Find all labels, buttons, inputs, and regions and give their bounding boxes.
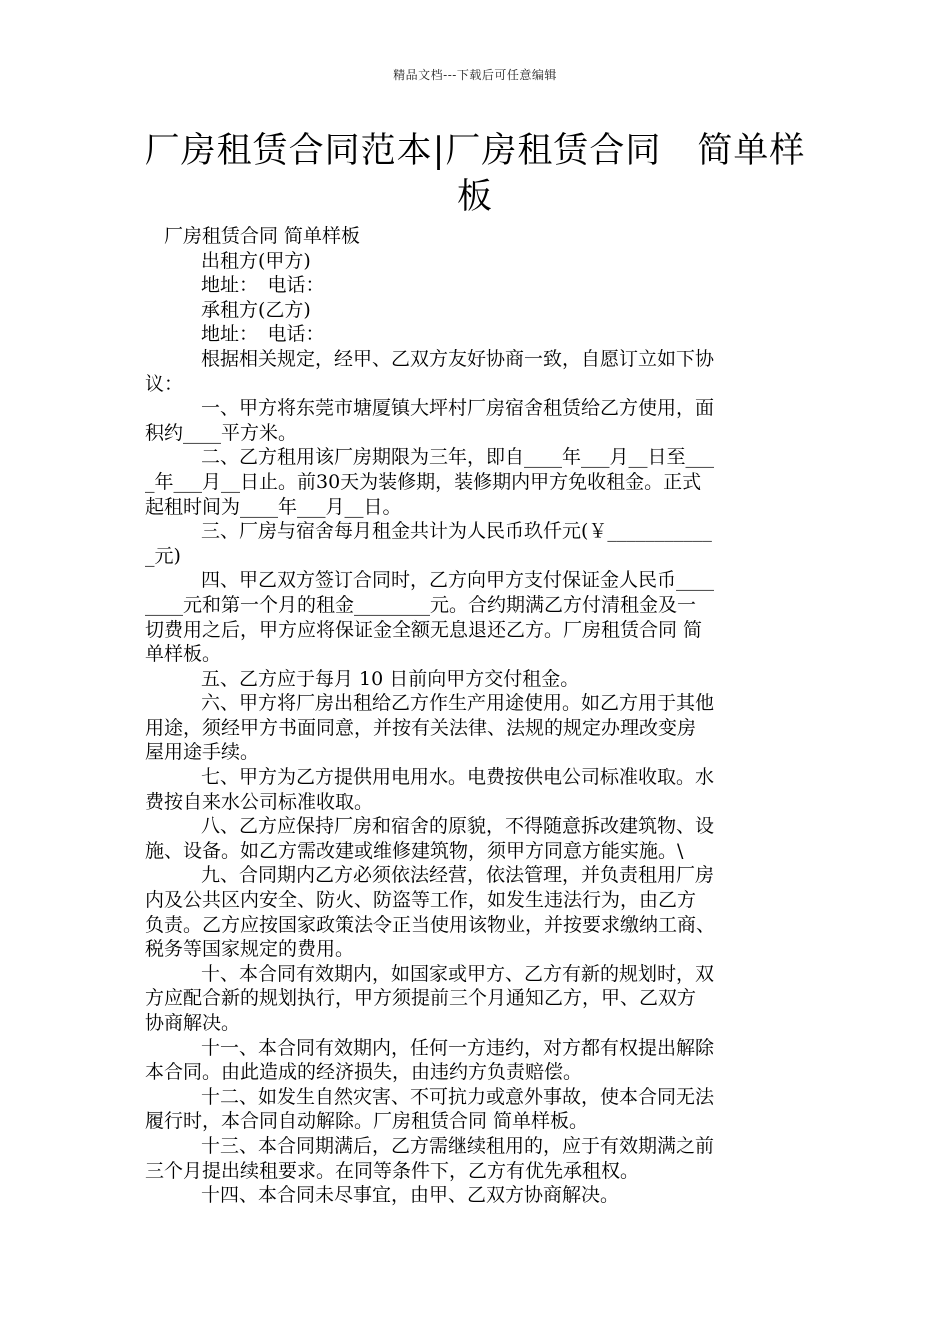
contract-clause <box>145 568 810 666</box>
clause-line: 根据相关规定，经甲、乙双方友好协商一致，自愿订立如下协 <box>201 347 715 370</box>
clause-line: 四、甲乙双方签订合同时，乙方向甲方支付保证金人民币____ <box>201 569 715 592</box>
contract-subtitle: 厂房租赁合同 简单样板 <box>164 225 361 247</box>
clause-line: _年___月__日止。前30天为装修期，装修期内甲方免收租金。正式 <box>145 470 702 493</box>
clause-line: 三个月提出续租要求。在同等条件下，乙方有优先承租权。 <box>145 1159 640 1182</box>
clause-line: 二、乙方租用该厂房期限为三年，即自____年___月__日至___ <box>201 446 715 469</box>
contract-clause <box>145 814 810 863</box>
contract-clause <box>145 1036 810 1085</box>
clause-line: 一、甲方将东莞市塘厦镇大坪村厂房宿舍租赁给乙方使用，面 <box>201 397 715 420</box>
title-line-2: 板 <box>456 177 493 217</box>
clause-line: 履行时，本合同自动解除。厂房租赁合同 简单样板。 <box>145 1110 589 1133</box>
clause-line: 负责。乙方应按国家政策法令正当使用该物业，并按要求缴纳工商、 <box>145 913 716 936</box>
contract-clause <box>145 1134 810 1183</box>
contract-clause <box>145 667 810 692</box>
lessee-label: 承租方(乙方) <box>201 298 311 321</box>
clause-line: 九、合同期内乙方必须依法经营，依法管理，并负责租用厂房 <box>201 864 715 887</box>
lessor-label: 出租方(甲方) <box>201 249 311 272</box>
clause-line: 单样板。 <box>145 643 222 666</box>
title-line-1: 厂房租赁合同范本|厂房租赁合同 简单样 <box>144 131 806 171</box>
contract-body <box>145 224 810 1208</box>
contract-clause <box>145 962 810 1036</box>
contract-clause <box>145 1183 810 1208</box>
lessee-contact: 地址： 电话： <box>201 323 325 346</box>
clause-line: 税务等国家规定的费用。 <box>145 938 355 961</box>
lessor-contact: 地址： 电话： <box>201 274 325 297</box>
clause-line: 十四、本合同未尽事宜，由甲、乙双方协商解决。 <box>201 1184 620 1207</box>
clause-line: 切费用之后，甲方应将保证金全额无息退还乙方。厂房租赁合同 简 <box>145 618 703 641</box>
contract-clause <box>145 519 810 568</box>
clause-line: 十三、本合同期满后，乙方需继续租用的，应于有效期满之前 <box>201 1134 715 1157</box>
clause-list <box>145 347 810 1208</box>
clause-line: 六、甲方将厂房出租给乙方作生产用途使用。如乙方用于其他 <box>201 692 715 715</box>
contract-clause <box>145 691 810 765</box>
contract-clause <box>145 765 810 814</box>
contract-clause <box>145 863 810 961</box>
clause-line: 本合同。由此造成的经济损失，由违约方负责赔偿。 <box>145 1061 583 1084</box>
clause-line: 方应配合新的规划执行，甲方须提前三个月通知乙方，甲、乙双方 <box>145 987 697 1010</box>
document-title <box>120 128 830 220</box>
clause-line: 协商解决。 <box>145 1012 241 1034</box>
header-note: 精品文档---下载后可任意编辑 <box>393 68 557 82</box>
clause-line: 议： <box>145 372 184 395</box>
clause-line: 三、厂房与宿舍每月租金共计为人民币玖仟元(￥___________ <box>201 520 712 543</box>
clause-line: 七、甲方为乙方提供用电用水。电费按供电公司标准收取。水 <box>201 766 715 789</box>
clause-line: 十一、本合同有效期内，任何一方违约，对方都有权提出解除 <box>201 1036 715 1059</box>
clause-line: 十二、如发生自然灾害、不可抗力或意外事故，使本合同无法 <box>201 1085 715 1108</box>
clause-line: 屋用途手续。 <box>145 741 260 764</box>
clause-line: ____元和第一个月的租金________元。合约期满乙方付清租金及一 <box>145 593 697 616</box>
clause-line: 五、乙方应于每月 10 日前向甲方交付租金。 <box>201 667 580 690</box>
clause-line: 用途，须经甲方书面同意，并按有关法律、法规的规定办理改变房 <box>145 716 697 739</box>
clause-line: 费按自来水公司标准收取。 <box>145 790 374 813</box>
contract-clause <box>145 1085 810 1134</box>
clause-line: 八、乙方应保持厂房和宿舍的原貌，不得随意拆改建筑物、设 <box>201 815 715 838</box>
contract-clause <box>145 396 810 445</box>
clause-line: 十、本合同有效期内，如国家或甲方、乙方有新的规划时，双 <box>201 962 715 985</box>
contract-clause <box>145 445 810 519</box>
clause-line: 内及公共区内安全、防火、防盗等工作，如发生违法行为，由乙方 <box>145 889 697 912</box>
contract-clause <box>145 347 810 396</box>
clause-line: 积约____平方米。 <box>145 421 298 444</box>
clause-line: 施、设备。如乙方需改建或维修建筑物，须甲方同意方能实施。\ <box>145 839 684 862</box>
clause-line: _元) <box>145 544 181 567</box>
clause-line: 起租时间为____年___月__日。 <box>145 495 402 518</box>
